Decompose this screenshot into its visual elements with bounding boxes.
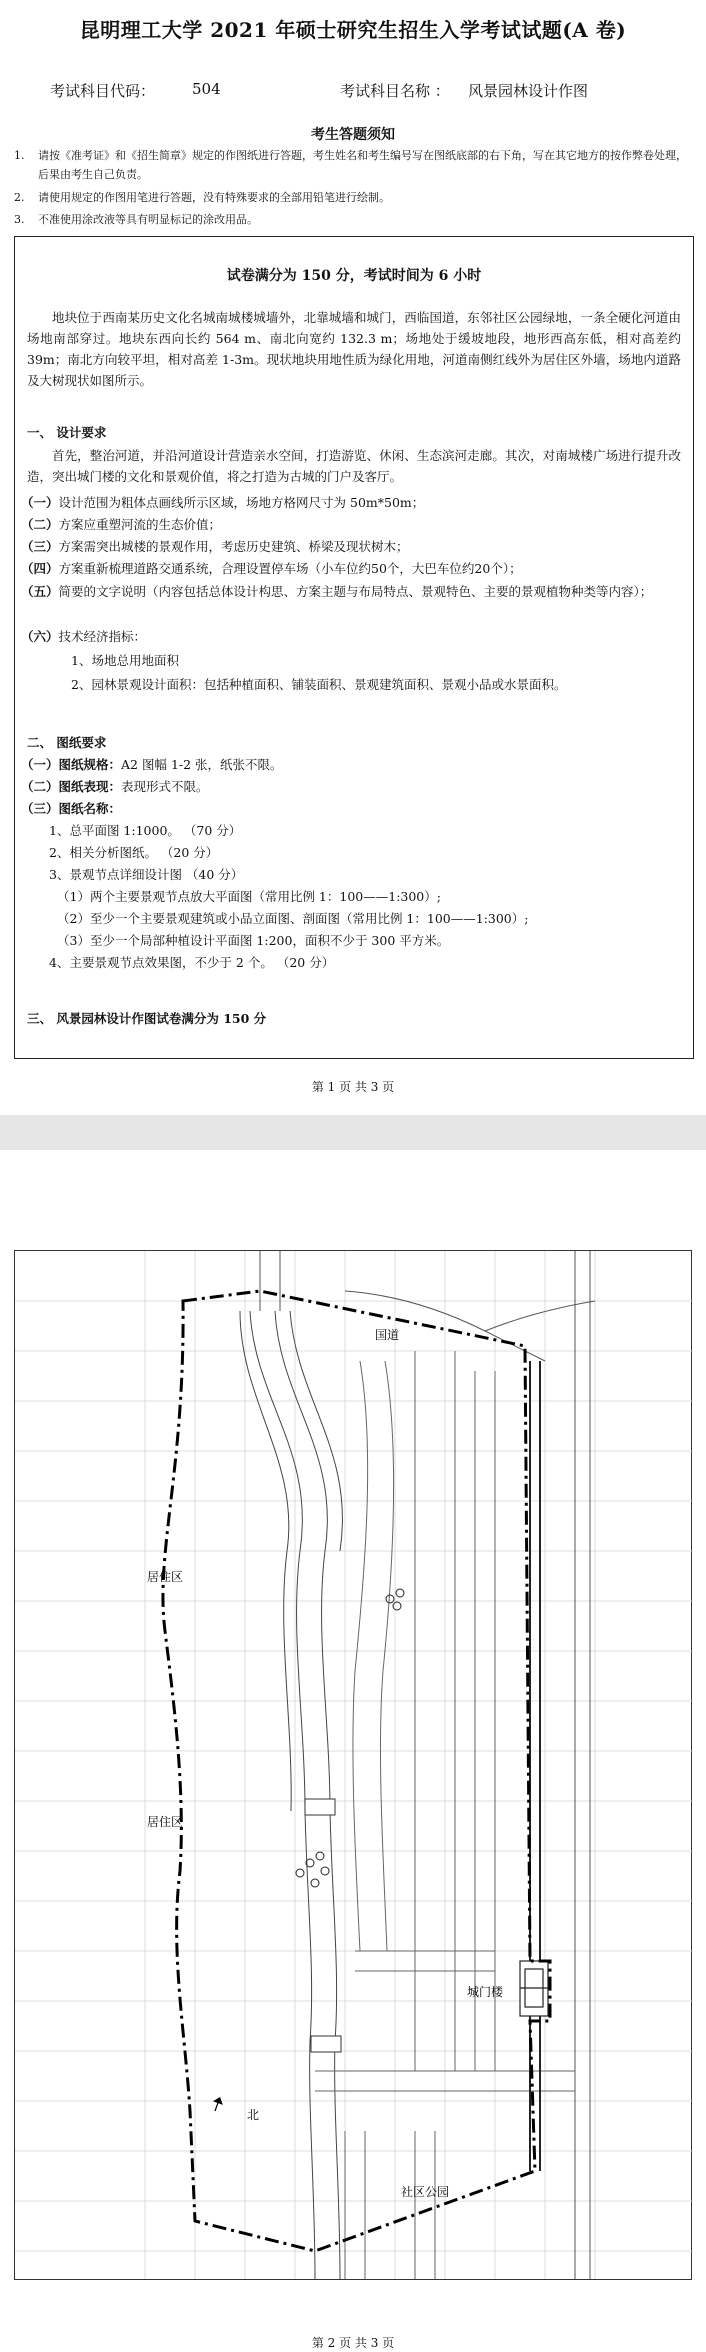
drawing-name: 2、相关分析图纸。 （20 分）: [49, 845, 219, 860]
requirement-item: [21, 493, 424, 513]
requirement-number: （四）: [21, 561, 59, 576]
drawing-name: （2）至少一个主要景观建筑或小品立面图、剖面图（常用比例 1：100——1:300）;: [57, 911, 529, 926]
section-3-title: 三、 风景园林设计作图试卷满分为 150 分: [27, 1011, 267, 1026]
score-time-heading: 试卷满分为 150 分，考试时间为 6 小时: [226, 268, 482, 284]
page-footer: 第 1 页 共 3 页: [311, 1080, 395, 1094]
requirement-item: [21, 515, 221, 535]
notice-title: 考生答题须知: [311, 127, 395, 143]
requirement-text: 方案重新梳理道路交通系统，合理设置停车场（小车位约50个，大巴车位约20个）；: [58, 561, 522, 576]
drawing-name: （3）至少一个局部种植设计平面图 1:200，面积不少于 300 平方米。: [57, 933, 450, 948]
tech-indicator: 1、场地总用地面积: [71, 653, 179, 668]
subject-code: 504: [192, 80, 221, 98]
exam-page-2: [0, 1150, 706, 2352]
notice-number: 3.: [14, 213, 25, 226]
requirement-item: [21, 559, 522, 579]
existing-trees: [296, 1589, 404, 1887]
drawing-label: 图纸规格：: [58, 757, 122, 772]
tech-indicator: 2、园林景观设计面积：包括种植面积、铺装面积、景观建筑面积、景观小品或水景面积。: [71, 677, 567, 692]
section-2-title: 二、 图纸要求: [27, 735, 107, 750]
site-plan-frame: [14, 1250, 692, 2280]
exam-content-box: [14, 236, 694, 1059]
drawing-label: 图纸名称：: [58, 801, 122, 816]
drawing-number: （一）: [21, 757, 59, 772]
notice-item: [14, 146, 694, 184]
drawing-text: 表现形式不限。: [121, 779, 209, 794]
requirement-number: （五）: [21, 584, 59, 599]
notice-text: 不准使用涂改液等具有明显标记的涂改用品。: [38, 213, 258, 226]
notice-item: [14, 188, 694, 207]
notice-number: 2.: [14, 191, 25, 204]
site-plan-drawing: [15, 1251, 693, 2279]
notice-text: 请按《准考证》和《招生简章》规定的作图纸进行答题，考生姓名和考生编号写在图纸底部的右下角，写在其它地方的按作弊卷处理，后果由考生自己负责。: [38, 149, 687, 181]
requirement-text: 方案需突出城楼的景观作用，考虑历史建筑、桥梁及现状树木；: [58, 539, 409, 554]
notice-number: 1.: [14, 149, 25, 162]
requirement-text: 方案应重塑河流的生态价值；: [58, 517, 222, 532]
requirement-text: 技术经济指标：: [58, 629, 147, 644]
city-gate-building: [520, 1961, 548, 2016]
drawing-number: （二）: [21, 779, 59, 794]
section-1-intro: 首先，整治河道，并沿河道设计营造亲水空间，打造游览、休闲、生态滨河走廊。其次，对南城楼广场进行提升改造，突出城门楼的文化和景观价值，将之打造为古城的门户及客厅。: [27, 448, 681, 484]
subject-code-label: 考试科目代码：: [50, 82, 156, 100]
requirement-text: 设计范围为粗体点画线所示区域，场地方格网尺寸为 50m*50m；: [58, 495, 425, 510]
drawing-item: [21, 777, 209, 797]
exam-page-1: [0, 0, 706, 1115]
north-label: 北: [247, 2108, 260, 2122]
notice-item: [14, 210, 694, 229]
requirement-number: （二）: [21, 517, 59, 532]
exam-title: 昆明理工大学 2021 年硕士研究生招生入学考试试题(A 卷): [79, 18, 627, 42]
subject-name-label: 考试科目名称 ：: [340, 82, 450, 100]
city-gate-label: 城门楼: [466, 1985, 504, 1999]
drawing-text: A2 图幅 1-2 张，纸张不限。: [121, 757, 283, 772]
drawing-name: 1、总平面图 1:1000。 （70 分）: [49, 823, 242, 838]
drawing-item: [21, 755, 283, 775]
drawing-name: （1）两个主要景观节点放大平面图（常用比例 1：100——1:300）;: [57, 889, 441, 904]
bridge-marks: [305, 1799, 341, 2052]
drawing-name: 3、景观节点详细设计图 （40 分）: [49, 867, 244, 882]
requirement-item: [21, 627, 146, 647]
grid-lines: [15, 1251, 693, 2279]
subject-name: 风景园林设计作图: [468, 82, 589, 100]
page-footer: 第 2 页 共 3 页: [311, 2336, 395, 2350]
requirement-item: [21, 537, 409, 557]
notice-text: 请使用规定的作图用笔进行答题，没有特殊要求的全部用铅笔进行绘制。: [38, 191, 390, 204]
site-description: 地块位于西南某历史文化名城南城楼城墙外，北靠城墙和城门，西临国道，东邻社区公园绿地，一条全硬化河道由场地南部穿过。地块东西向长约 564 m、南北向宽约 132.3 m；场地处于缓坡地段，地形西高东低，相对高差约 39m；南北方向较平坦，相对高差 1-3m。现状地块用地性质为绿化用地，河道南侧红线外为居住区外墙，场地内道路及大树现状如图所示。: [27, 310, 681, 388]
north-arrow-icon: [211, 2096, 223, 2112]
residential-label: 居住区: [146, 1570, 184, 1584]
drawing-number: （三）: [21, 801, 59, 816]
drawing-item: [21, 799, 121, 819]
drawing-label: 图纸表现：: [58, 779, 122, 794]
requirement-number: （一）: [21, 495, 59, 510]
residential-label: 居住区: [146, 1815, 184, 1829]
drawing-name: 4、主要景观节点效果图，不少于 2 个。 （20 分）: [49, 955, 335, 970]
community-park-label: 社区公园: [400, 2185, 450, 2199]
river-channel: [240, 1311, 342, 2279]
requirement-item: [21, 581, 681, 602]
design-boundary: [163, 1291, 550, 2251]
section-1-title: 一、 设计要求: [27, 425, 107, 440]
requirement-number: （六）: [21, 629, 59, 644]
requirement-text: 简要的文字说明（内容包括总体设计构思、方案主题与布局特点、景观特色、主要的景观植物种类等内容）；: [58, 584, 653, 599]
requirement-number: （三）: [21, 539, 59, 554]
road-label: 国道: [374, 1328, 400, 1342]
